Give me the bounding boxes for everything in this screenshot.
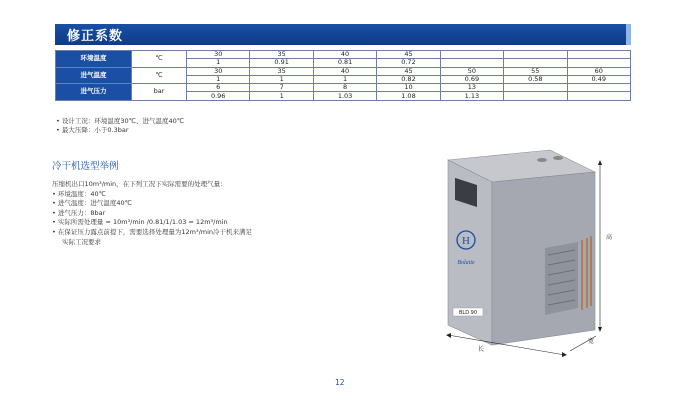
- condition-cell: 7: [250, 84, 313, 92]
- section-title: 修正系数: [67, 29, 124, 44]
- condition-cell: [504, 51, 567, 59]
- factor-cell: 0.91: [250, 59, 313, 67]
- condition-cell: [567, 51, 630, 59]
- factor-cell: 1: [250, 92, 313, 100]
- height-label: 高: [606, 234, 613, 241]
- factor-cell: [567, 92, 630, 100]
- factor-cell: 1.03: [313, 92, 376, 100]
- dryer-product-image: [400, 140, 640, 365]
- header-accent: [626, 24, 631, 45]
- height-dimension-line: [598, 160, 602, 332]
- condition-cell: 60: [567, 67, 630, 75]
- condition-cell: 45: [377, 51, 440, 59]
- example-item: • 实际所需处理量 = 10m³/min /0.81/1/1.03 = 12m³/min: [52, 218, 228, 227]
- factor-cell: [440, 59, 503, 67]
- factor-cell: 0.82: [377, 75, 440, 83]
- factor-cell: 0.69: [440, 75, 503, 83]
- factor-cell: 1: [187, 75, 250, 83]
- example-item: • 在保证压力露点前提下，需要选择处理量为12m³/min冷干机来满足: [52, 227, 253, 236]
- condition-cell: 40: [313, 51, 376, 59]
- condition-cell: 35: [250, 51, 313, 59]
- row-unit: ℃: [132, 67, 187, 84]
- note-max-pressure-drop: • 最大压降：小于0.3bar: [56, 126, 129, 134]
- condition-cell: 13: [440, 84, 503, 92]
- condition-cell: 30: [187, 51, 250, 59]
- note-design-condition: • 设计工况：环境温度30℃、进气温度40℃: [56, 117, 185, 125]
- side-grille: [545, 242, 578, 315]
- model-badge-label: BLD 90: [458, 310, 478, 316]
- width-label: 宽: [588, 338, 595, 345]
- example-tail: 实际工况要求: [62, 237, 101, 246]
- condition-cell: 45: [377, 67, 440, 75]
- condition-cell: [567, 84, 630, 92]
- section-header-bar: [55, 24, 631, 45]
- page-number: 12: [335, 378, 345, 387]
- factor-cell: [567, 59, 630, 67]
- air-outlet-port: [553, 156, 563, 160]
- dryer-illustration: [400, 140, 640, 365]
- condition-cell: 8: [313, 84, 376, 92]
- row-unit: bar: [132, 84, 187, 101]
- cabinet-side: [492, 172, 595, 345]
- condition-cell: 10: [377, 84, 440, 92]
- design-notes: [56, 117, 184, 135]
- factor-cell: 1.13: [440, 92, 503, 100]
- condition-cell: 6: [187, 84, 250, 92]
- example-item: • 环境温度：40℃: [52, 189, 106, 198]
- factor-cell: 0.49: [567, 75, 630, 83]
- factor-cell: 0.81: [313, 59, 376, 67]
- row-label: 进气温度: [56, 67, 132, 84]
- brand-name: Bolaite: [457, 260, 475, 266]
- row-label: 进气压力: [56, 84, 132, 101]
- condition-cell: 40: [313, 67, 376, 75]
- air-inlet-port: [537, 158, 547, 162]
- example-intro: 压缩机出口10m³/min，在下列工况下实际需要的处理气量：: [52, 180, 227, 188]
- condition-cell: [440, 51, 503, 59]
- table-row: [56, 84, 631, 92]
- brand-logo-mark: H: [462, 235, 470, 247]
- factor-cell: 0.72: [377, 59, 440, 67]
- condition-cell: 50: [440, 67, 503, 75]
- factor-cell: 1.08: [377, 92, 440, 100]
- condition-cell: [504, 84, 567, 92]
- factor-cell: 1: [313, 75, 376, 83]
- example-item: • 进气压力：8bar: [52, 208, 106, 217]
- example-title: 冷干机选型举例: [52, 161, 119, 172]
- factor-cell: 1: [187, 59, 250, 67]
- example-item: • 进气温度：进气温度40℃: [52, 199, 132, 208]
- selection-example: [52, 180, 252, 247]
- factor-cell: 0.58: [504, 75, 567, 83]
- factor-cell: [504, 59, 567, 67]
- factor-cell: [504, 92, 567, 100]
- row-label: 环境温度: [56, 51, 132, 68]
- row-unit: ℃: [132, 51, 187, 68]
- correction-factor-table: [55, 50, 631, 101]
- factor-cell: 1: [250, 75, 313, 83]
- condition-cell: 55: [504, 67, 567, 75]
- condition-cell: 35: [250, 67, 313, 75]
- factor-cell: 0.96: [187, 92, 250, 100]
- length-label: 长: [478, 346, 485, 353]
- condition-cell: 30: [187, 67, 250, 75]
